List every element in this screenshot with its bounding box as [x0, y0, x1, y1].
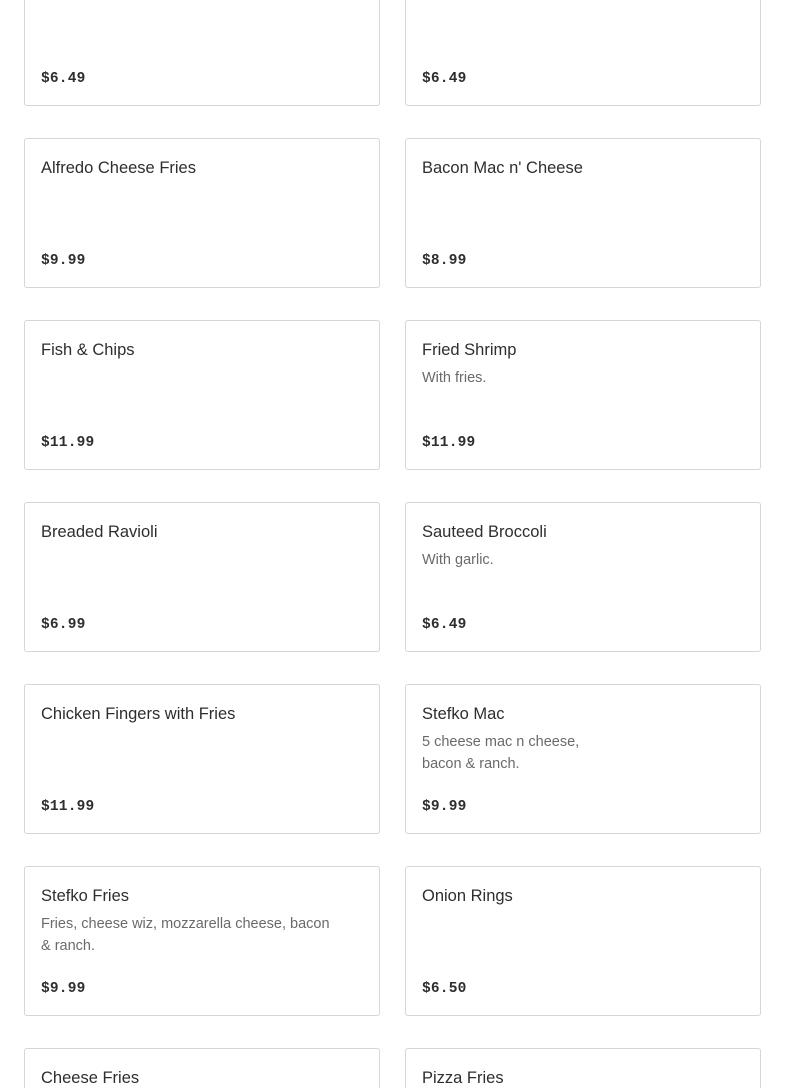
menu-item-card[interactable]	[405, 1048, 761, 1088]
menu-item-card[interactable]	[405, 502, 761, 652]
menu-item-description: 5 cheese mac n cheese, bacon & ranch.	[422, 734, 580, 772]
menu-item-name: Chicken Fingers with Fries	[41, 705, 236, 723]
menu-item-price: $8.99	[422, 253, 467, 269]
menu-item-card[interactable]	[405, 684, 761, 834]
menu-item-price: $6.50	[422, 981, 467, 997]
menu-item-card[interactable]	[24, 0, 380, 106]
menu-item-card[interactable]	[405, 0, 761, 106]
menu-item-price: $6.49	[422, 71, 467, 87]
menu-item-description: With fries.	[422, 370, 487, 386]
menu-item-name: Onion Rings	[422, 887, 513, 905]
menu-item-name: Bacon Mac n' Cheese	[422, 159, 583, 177]
menu-item-name: Sauteed Broccoli	[422, 523, 547, 541]
menu-item-card[interactable]	[24, 866, 380, 1016]
menu-item-card[interactable]	[405, 138, 761, 288]
menu-item-grid	[24, 0, 761, 1088]
menu-item-name: Cheese Fries	[41, 1069, 140, 1087]
menu-item-name: Stefko Mac	[422, 705, 505, 723]
menu-item-price: $9.99	[422, 799, 467, 815]
menu-item-description: With garlic.	[422, 552, 494, 568]
menu-item-card[interactable]	[24, 684, 380, 834]
menu-item-name: Stefko Fries	[41, 887, 130, 905]
menu-item-price: $9.99	[41, 981, 86, 997]
menu-item-card[interactable]	[24, 1048, 380, 1088]
menu-item-price: $6.49	[422, 617, 467, 633]
menu-item-price: $11.99	[422, 435, 476, 451]
menu-item-description: Fries, cheese wiz, mozzarella cheese, bacon & ranch.	[41, 916, 330, 954]
menu-item-card[interactable]	[24, 138, 380, 288]
menu-item-card[interactable]	[405, 866, 761, 1016]
menu-item-name: Fish & Chips	[41, 341, 135, 359]
menu-item-card[interactable]	[24, 502, 380, 652]
menu-item-card[interactable]	[405, 320, 761, 470]
menu-item-price: $11.99	[41, 435, 95, 451]
menu-item-name: Alfredo Cheese Fries	[41, 159, 196, 177]
menu-item-price: $6.49	[41, 71, 86, 87]
menu-item-name: Fried Shrimp	[422, 341, 517, 359]
menu-item-price: $11.99	[41, 799, 95, 815]
menu-item-name: Pizza Fries	[422, 1069, 504, 1087]
menu-item-price: $9.99	[41, 253, 86, 269]
menu-item-price: $6.99	[41, 617, 86, 633]
menu-item-card[interactable]	[24, 320, 380, 470]
menu-item-name: Breaded Ravioli	[41, 523, 158, 541]
